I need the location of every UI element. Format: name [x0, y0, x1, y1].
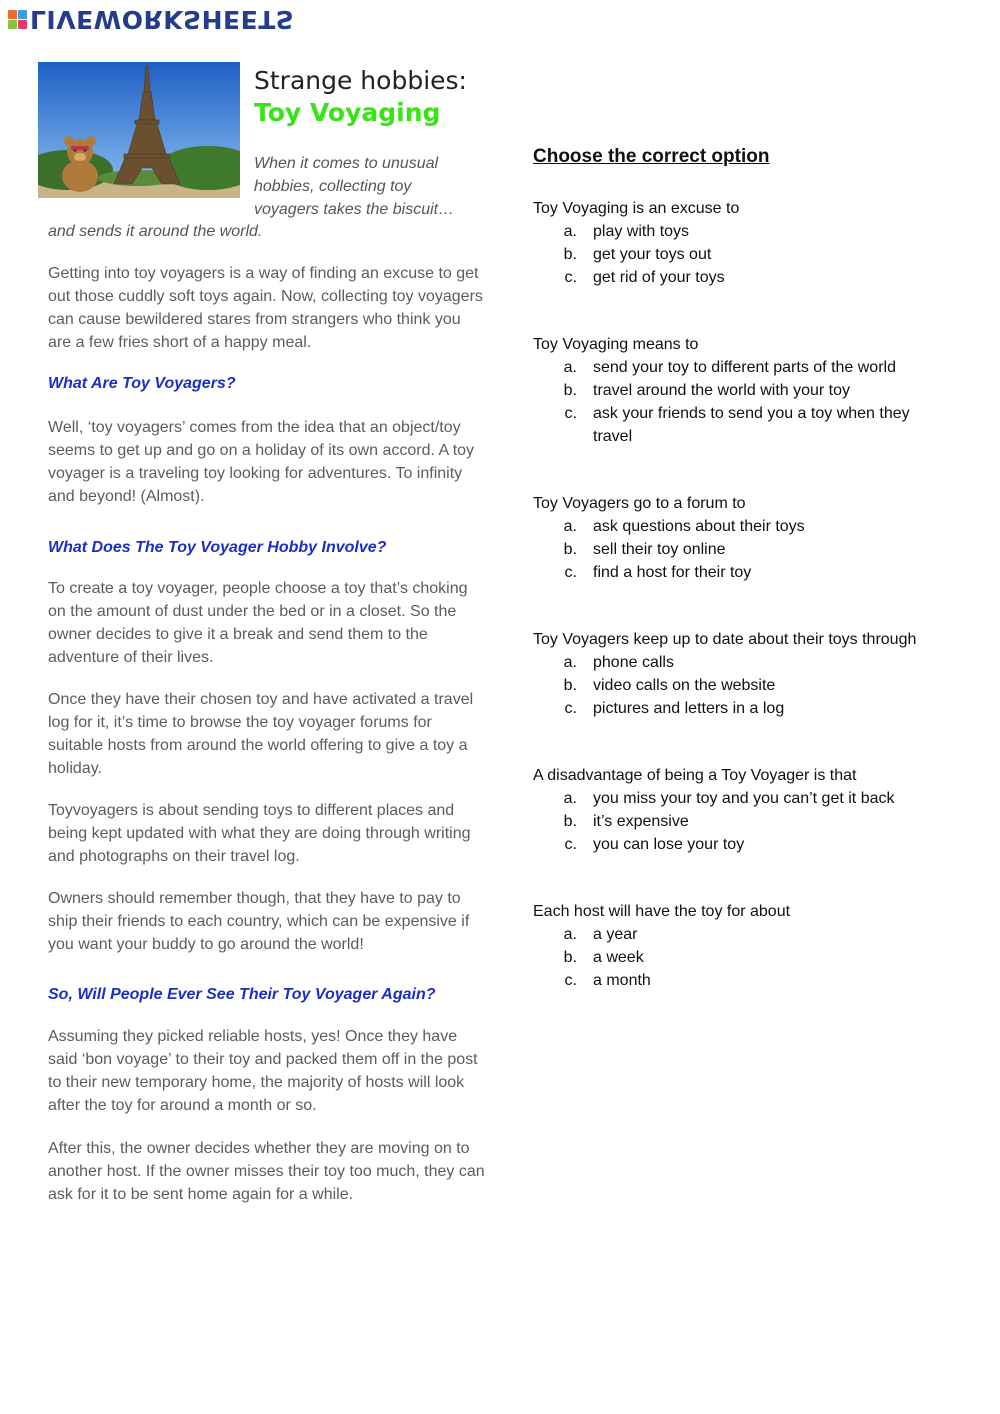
- logo-blocks-icon: [8, 10, 27, 29]
- logo-block: [8, 10, 17, 19]
- option-letter: b.: [563, 382, 577, 399]
- option-letter: c.: [564, 972, 577, 989]
- answer-option[interactable]: [533, 356, 953, 379]
- intro-line: voyagers takes the biscuit…: [254, 201, 455, 218]
- option-text: pictures and letters in a log: [593, 700, 785, 717]
- article-paragraph: Toyvoyagers is about sending toys to different places and being kept updated with what they are doing through writing and photographs on their travel log.: [48, 802, 471, 865]
- article-paragraph: After this, the owner decides whether they are moving on to another host. If the owner misses their toy too much, they can ask for it to be sent home again for a while.: [48, 1140, 485, 1203]
- intro-line: and sends it around the world.: [48, 223, 263, 240]
- option-text: ask your friends to send you a toy when they travel: [593, 405, 910, 445]
- article-paragraph: Well, ‘toy voyagers’ comes from the idea that an object/toy seems to get up and go on a holiday of its own accord. A toy voyager is a traveling toy looking for adventures. To infinity and beyond! (Almost).: [48, 419, 475, 505]
- option-letter: a.: [563, 790, 577, 807]
- option-letter: c.: [564, 564, 577, 581]
- option-letter: b.: [563, 541, 577, 558]
- option-text: get rid of your toys: [593, 269, 725, 286]
- answer-option[interactable]: [533, 538, 953, 561]
- article-paragraph: Assuming they picked reliable hosts, yes! Once they have said ‘bon voyage’ to their toy and packed them off in the post to their new temporary home, the majority of hosts will look after the toy for around a month or so.: [48, 1028, 478, 1114]
- answer-option[interactable]: [533, 969, 953, 992]
- option-letter: a.: [563, 223, 577, 240]
- question-stem: A disadvantage of being a Toy Voyager is that: [533, 767, 857, 784]
- quiz-question: [533, 900, 953, 992]
- option-letter: c.: [564, 700, 577, 717]
- option-text: sell their toy online: [593, 541, 726, 558]
- answer-option[interactable]: [533, 515, 953, 538]
- option-text: send your toy to different parts of the world: [593, 359, 896, 376]
- option-letter: c.: [564, 269, 577, 286]
- logo-block: [18, 10, 27, 19]
- option-text: phone calls: [593, 654, 674, 671]
- option-letter: a.: [563, 926, 577, 943]
- logo-block: [8, 20, 17, 29]
- intro-line: hobbies, collecting toy: [254, 178, 412, 195]
- answer-option[interactable]: [533, 561, 953, 584]
- section-heading: What Are Toy Voyagers?: [48, 375, 236, 392]
- option-text: a year: [593, 926, 638, 943]
- option-letter: b.: [563, 813, 577, 830]
- answer-option[interactable]: [533, 810, 953, 833]
- option-letter: a.: [563, 518, 577, 535]
- option-letter: a.: [563, 654, 577, 671]
- answer-option[interactable]: [533, 651, 953, 674]
- option-text: a month: [593, 972, 651, 989]
- option-text: play with toys: [593, 223, 690, 240]
- page-title: Strange hobbies:: [254, 66, 467, 95]
- option-letter: b.: [563, 949, 577, 966]
- answer-option[interactable]: [533, 402, 953, 448]
- option-letter: c.: [564, 405, 577, 422]
- quiz-question: [533, 333, 953, 448]
- option-letter: b.: [563, 246, 577, 263]
- quiz-question: [533, 197, 953, 289]
- answer-option[interactable]: [533, 787, 953, 810]
- option-letter: a.: [563, 359, 577, 376]
- article-paragraph: To create a toy voyager, people choose a toy that’s choking on the amount of dust under the bed or in a closet. So the owner decides to give it a break and send them to the adventure of their lives.: [48, 580, 468, 666]
- question-stem: Toy Voyagers keep up to date about their toys through: [533, 631, 917, 648]
- question-stem: Toy Voyaging is an excuse to: [533, 200, 740, 217]
- eiffel-tower-teddy-photo: [38, 62, 240, 198]
- article-paragraph: Getting into toy voyagers is a way of finding an excuse to get out those cuddly soft toys again. Now, collecting toy voyagers can cause bewildered stares from strangers who think you are a few fries short of a happy meal.: [48, 265, 483, 351]
- answer-option[interactable]: [533, 243, 953, 266]
- answer-option[interactable]: [533, 946, 953, 969]
- option-text: it’s expensive: [593, 813, 689, 830]
- intro-line: When it comes to unusual: [254, 155, 439, 172]
- quiz-question: [533, 628, 953, 720]
- option-text: you miss your toy and you can’t get it back: [593, 790, 895, 807]
- question-stem: Each host will have the toy for about: [533, 903, 791, 920]
- option-text: ask questions about their toys: [593, 518, 805, 535]
- section-heading: So, Will People Ever See Their Toy Voyager Again?: [48, 986, 436, 1003]
- option-text: video calls on the website: [593, 677, 776, 694]
- answer-option[interactable]: [533, 266, 953, 289]
- question-stem: Toy Voyaging means to: [533, 336, 699, 353]
- answer-option[interactable]: [533, 923, 953, 946]
- option-text: find a host for their toy: [593, 564, 752, 581]
- quiz-question: [533, 492, 953, 584]
- logo-block: [18, 20, 27, 29]
- option-letter: c.: [564, 836, 577, 853]
- option-letter: b.: [563, 677, 577, 694]
- answer-option[interactable]: [533, 697, 953, 720]
- option-text: get your toys out: [593, 246, 712, 263]
- question-stem: Toy Voyagers go to a forum to: [533, 495, 746, 512]
- section-heading: What Does The Toy Voyager Hobby Involve?: [48, 539, 387, 556]
- option-text: a week: [593, 949, 644, 966]
- quiz-question: [533, 764, 953, 856]
- logo-text: LIVEWORKSHEETS: [30, 4, 295, 34]
- liveworksheets-logo: [8, 4, 294, 34]
- answer-option[interactable]: [533, 674, 953, 697]
- page-subtitle: Toy Voyaging: [254, 98, 441, 127]
- article-paragraph: Owners should remember though, that they have to pay to ship their friends to each country, which can be expensive if you want your buddy to go around the world!: [48, 890, 470, 953]
- article-paragraph: Once they have their chosen toy and have activated a travel log for it, it’s time to browse the toy voyager forums for suitable hosts from around the world offering to give a toy a holiday.: [48, 691, 474, 777]
- answer-option[interactable]: [533, 833, 953, 856]
- quiz-title: Choose the correct option: [533, 146, 770, 167]
- answer-option[interactable]: [533, 379, 953, 402]
- option-text: you can lose your toy: [593, 836, 745, 853]
- answer-option[interactable]: [533, 220, 953, 243]
- option-text: travel around the world with your toy: [593, 382, 851, 399]
